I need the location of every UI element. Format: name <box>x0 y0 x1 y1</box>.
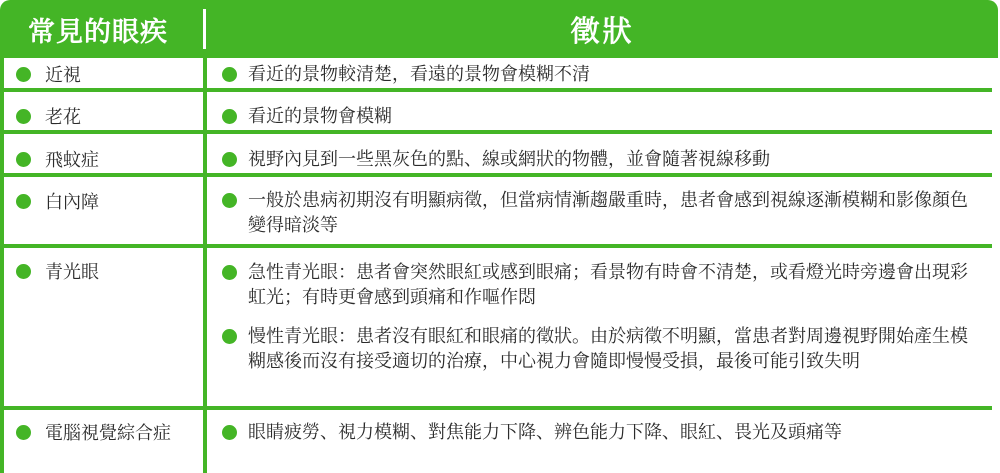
symptom-item <box>222 420 982 445</box>
bullet-icon <box>16 194 31 209</box>
symptom-item <box>222 260 982 310</box>
disease-name <box>16 257 99 285</box>
disease-name <box>16 145 99 173</box>
row-separator <box>0 130 992 134</box>
disease-label: 電腦視覺綜合症 <box>45 423 171 444</box>
bullet-icon <box>222 109 237 124</box>
header-disease: 常見的眼疾 <box>28 16 168 48</box>
disease-label: 青光眼 <box>45 262 99 283</box>
bullet-icon <box>222 193 237 208</box>
symptom-item <box>222 188 982 238</box>
disease-label: 白內障 <box>45 192 99 213</box>
symptom-text: 視野內見到一些黑灰色的點、線或網狀的物體，並會隨著視線移動 <box>248 149 770 170</box>
column-divider <box>203 58 207 473</box>
symptom-cell <box>222 188 982 238</box>
table-left-border <box>0 58 4 473</box>
header-divider <box>203 9 206 49</box>
bullet-icon <box>222 67 237 82</box>
symptom-cell <box>222 104 982 129</box>
row-separator <box>0 173 992 177</box>
disease-name <box>16 187 99 215</box>
disease-name <box>16 418 171 446</box>
bullet-icon <box>16 264 31 279</box>
row-separator <box>0 406 992 410</box>
bullet-icon <box>222 152 237 167</box>
symptom-cell <box>222 420 982 445</box>
symptom-item <box>222 324 982 374</box>
symptom-cell <box>222 147 982 172</box>
bullet-icon <box>222 265 237 280</box>
bullet-icon <box>16 67 31 82</box>
symptom-item <box>222 62 982 87</box>
symptom-cell <box>222 62 982 87</box>
bullet-icon <box>222 329 237 344</box>
bullet-icon <box>16 425 31 440</box>
disease-label: 老花 <box>45 107 81 128</box>
symptom-text: 看近的景物會模糊 <box>248 106 392 127</box>
disease-name <box>16 60 81 88</box>
symptom-cell <box>222 260 982 374</box>
symptom-text: 一般於患病初期沒有明顯病徵，但當病情漸趨嚴重時，患者會感到視線逐漸模糊和影像顏色變得暗淡等 <box>248 190 968 236</box>
table-header <box>0 0 998 58</box>
row-separator <box>0 244 992 248</box>
disease-label: 近視 <box>45 65 81 86</box>
row-separator <box>0 88 992 92</box>
header-symptoms: 徵狀 <box>570 13 635 48</box>
symptom-text: 眼睛疲勞、視力模糊、對焦能力下降、辨色能力下降、眼紅、畏光及頭痛等 <box>248 422 842 443</box>
bullet-icon <box>16 152 31 167</box>
disease-label: 飛蚊症 <box>45 150 99 171</box>
bullet-icon <box>16 109 31 124</box>
symptom-text: 急性青光眼：患者會突然眼紅或感到眼痛；看景物有時會不清楚，或看燈光時旁邊會出現彩虹光；有時更會感到頭痛和作嘔作悶 <box>248 262 968 308</box>
disease-name <box>16 102 81 130</box>
symptom-text: 慢性青光眼：患者沒有眼紅和眼痛的徵狀。由於病徵不明顯，當患者對周邊視野開始產生模糊感後而沒有接受適切的治療，中心視力會隨即慢慢受損，最後可能引致失明 <box>248 326 968 372</box>
symptom-text: 看近的景物較清楚，看遠的景物會模糊不清 <box>248 64 590 85</box>
symptom-item <box>222 147 982 172</box>
symptom-item <box>222 104 982 129</box>
bullet-icon <box>222 425 237 440</box>
